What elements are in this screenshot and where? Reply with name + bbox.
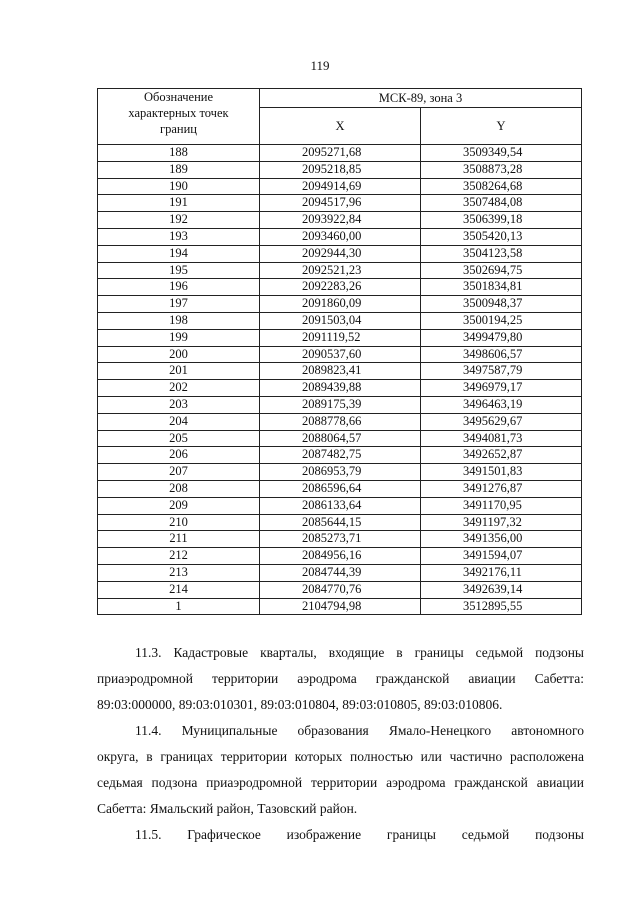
- y-coordinate-cell: 3508264,68: [421, 178, 582, 195]
- table-row: [98, 514, 582, 531]
- table-row: [98, 228, 582, 245]
- y-coordinate-cell: 3492639,14: [421, 581, 582, 598]
- point-number-cell: 209: [98, 497, 260, 514]
- x-coordinate-cell: 2086596,64: [260, 480, 421, 497]
- point-number-cell: 1: [98, 598, 260, 615]
- header-coordinate-system: МСК-89, зона 3: [260, 89, 582, 108]
- y-coordinate-cell: 3504123,58: [421, 245, 582, 262]
- x-coordinate-cell: 2095271,68: [260, 145, 421, 162]
- paragraph-graphic-image: [97, 822, 584, 848]
- x-coordinate-cell: 2094517,96: [260, 195, 421, 212]
- table-row: [98, 531, 582, 548]
- point-number-cell: 190: [98, 178, 260, 195]
- table-row: [98, 329, 582, 346]
- point-number-cell: 191: [98, 195, 260, 212]
- point-number-cell: 207: [98, 464, 260, 481]
- table-row: [98, 161, 582, 178]
- text-line: 11.3. Кадастровые кварталы, входящие в границы седьмой подзоны: [135, 645, 584, 660]
- table-row: [98, 548, 582, 565]
- text-line: 89:03:000000, 89:03:010301, 89:03:010804, 89:03:010805, 89:03:010806.: [97, 697, 503, 712]
- y-coordinate-cell: 3492176,11: [421, 564, 582, 581]
- x-coordinate-cell: 2091119,52: [260, 329, 421, 346]
- point-number-cell: 201: [98, 363, 260, 380]
- paragraph-cadastral-quarters: [97, 640, 584, 718]
- point-number-cell: 206: [98, 447, 260, 464]
- y-coordinate-cell: 3502694,75: [421, 262, 582, 279]
- point-number-cell: 188: [98, 145, 260, 162]
- table-row: [98, 413, 582, 430]
- paragraph-municipalities: [97, 718, 584, 822]
- x-coordinate-cell: 2089823,41: [260, 363, 421, 380]
- table-row: [98, 581, 582, 598]
- point-number-cell: 196: [98, 279, 260, 296]
- x-coordinate-cell: 2086953,79: [260, 464, 421, 481]
- x-coordinate-cell: 2084770,76: [260, 581, 421, 598]
- y-coordinate-cell: 3507484,08: [421, 195, 582, 212]
- table-row: [98, 245, 582, 262]
- table-row: [98, 380, 582, 397]
- coordinates-table: [97, 88, 582, 615]
- table-row: [98, 363, 582, 380]
- header-x: X: [260, 108, 421, 145]
- x-coordinate-cell: 2094914,69: [260, 178, 421, 195]
- y-coordinate-cell: 3491501,83: [421, 464, 582, 481]
- point-number-cell: 212: [98, 548, 260, 565]
- point-number-cell: 210: [98, 514, 260, 531]
- table-row: [98, 497, 582, 514]
- table-row: [98, 178, 582, 195]
- y-coordinate-cell: 3491197,32: [421, 514, 582, 531]
- text-line: седьмая подзона приаэродромной территории аэродрома гражданской авиации: [97, 775, 584, 790]
- point-number-cell: 208: [98, 480, 260, 497]
- point-number-cell: 189: [98, 161, 260, 178]
- x-coordinate-cell: 2090537,60: [260, 346, 421, 363]
- point-number-cell: 205: [98, 430, 260, 447]
- x-coordinate-cell: 2088064,57: [260, 430, 421, 447]
- y-coordinate-cell: 3494081,73: [421, 430, 582, 447]
- text-line: 11.4. Муниципальные образования Ямало-Ненецкого автономного: [135, 723, 584, 738]
- point-number-cell: 194: [98, 245, 260, 262]
- point-number-cell: 204: [98, 413, 260, 430]
- table-row: [98, 145, 582, 162]
- y-coordinate-cell: 3491170,95: [421, 497, 582, 514]
- point-number-cell: 202: [98, 380, 260, 397]
- table-row: [98, 464, 582, 481]
- x-coordinate-cell: 2086133,64: [260, 497, 421, 514]
- x-coordinate-cell: 2095218,85: [260, 161, 421, 178]
- point-number-cell: 211: [98, 531, 260, 548]
- point-number-cell: 213: [98, 564, 260, 581]
- y-coordinate-cell: 3496463,19: [421, 396, 582, 413]
- table-row: [98, 564, 582, 581]
- y-coordinate-cell: 3500194,25: [421, 312, 582, 329]
- point-number-cell: 193: [98, 228, 260, 245]
- y-coordinate-cell: 3492652,87: [421, 447, 582, 464]
- header-label-line: характерных точек: [128, 106, 229, 120]
- point-number-cell: 214: [98, 581, 260, 598]
- y-coordinate-cell: 3505420,13: [421, 228, 582, 245]
- table-row: [98, 430, 582, 447]
- header-point-label: [98, 89, 260, 145]
- page-number: 119: [310, 58, 330, 73]
- y-coordinate-cell: 3495629,67: [421, 413, 582, 430]
- text-line: приаэродромной территории аэродрома гражданской авиации Сабетта:: [97, 671, 584, 686]
- point-number-cell: 198: [98, 312, 260, 329]
- text-line: Сабетта: Ямальский район, Тазовский район.: [97, 801, 358, 816]
- x-coordinate-cell: 2087482,75: [260, 447, 421, 464]
- x-coordinate-cell: 2104794,98: [260, 598, 421, 615]
- x-coordinate-cell: 2085273,71: [260, 531, 421, 548]
- header-label-line: границ: [160, 122, 197, 136]
- x-coordinate-cell: 2092944,30: [260, 245, 421, 262]
- point-number-cell: 200: [98, 346, 260, 363]
- y-coordinate-cell: 3497587,79: [421, 363, 582, 380]
- table-row: [98, 195, 582, 212]
- x-coordinate-cell: 2091860,09: [260, 296, 421, 313]
- x-coordinate-cell: 2085644,15: [260, 514, 421, 531]
- table-row: [98, 296, 582, 313]
- x-coordinate-cell: 2089175,39: [260, 396, 421, 413]
- y-coordinate-cell: 3491594,07: [421, 548, 582, 565]
- x-coordinate-cell: 2088778,66: [260, 413, 421, 430]
- point-number-cell: 197: [98, 296, 260, 313]
- x-coordinate-cell: 2093460,00: [260, 228, 421, 245]
- y-coordinate-cell: 3506399,18: [421, 212, 582, 229]
- point-number-cell: 203: [98, 396, 260, 413]
- x-coordinate-cell: 2092283,26: [260, 279, 421, 296]
- table-row: [98, 346, 582, 363]
- x-coordinate-cell: 2093922,84: [260, 212, 421, 229]
- x-coordinate-cell: 2092521,23: [260, 262, 421, 279]
- y-coordinate-cell: 3512895,55: [421, 598, 582, 615]
- y-coordinate-cell: 3498606,57: [421, 346, 582, 363]
- y-coordinate-cell: 3496979,17: [421, 380, 582, 397]
- table-row: [98, 396, 582, 413]
- table-row: [98, 480, 582, 497]
- point-number-cell: 199: [98, 329, 260, 346]
- header-y: Y: [421, 108, 582, 145]
- point-number-cell: 195: [98, 262, 260, 279]
- table-row: [98, 598, 582, 615]
- table-row: [98, 212, 582, 229]
- text-line: 11.5. Графическое изображение границы седьмой подзоны: [135, 827, 584, 842]
- table-row: [98, 279, 582, 296]
- table-row: [98, 447, 582, 464]
- x-coordinate-cell: 2089439,88: [260, 380, 421, 397]
- x-coordinate-cell: 2091503,04: [260, 312, 421, 329]
- y-coordinate-cell: 3491276,87: [421, 480, 582, 497]
- table-row: [98, 312, 582, 329]
- point-number-cell: 192: [98, 212, 260, 229]
- y-coordinate-cell: 3499479,80: [421, 329, 582, 346]
- x-coordinate-cell: 2084744,39: [260, 564, 421, 581]
- y-coordinate-cell: 3509349,54: [421, 145, 582, 162]
- y-coordinate-cell: 3500948,37: [421, 296, 582, 313]
- x-coordinate-cell: 2084956,16: [260, 548, 421, 565]
- text-line: округа, в границах территории которых полностью или частично расположена: [97, 749, 584, 764]
- table-row: [98, 262, 582, 279]
- y-coordinate-cell: 3501834,81: [421, 279, 582, 296]
- y-coordinate-cell: 3491356,00: [421, 531, 582, 548]
- y-coordinate-cell: 3508873,28: [421, 161, 582, 178]
- header-label-line: Обозначение: [143, 90, 214, 104]
